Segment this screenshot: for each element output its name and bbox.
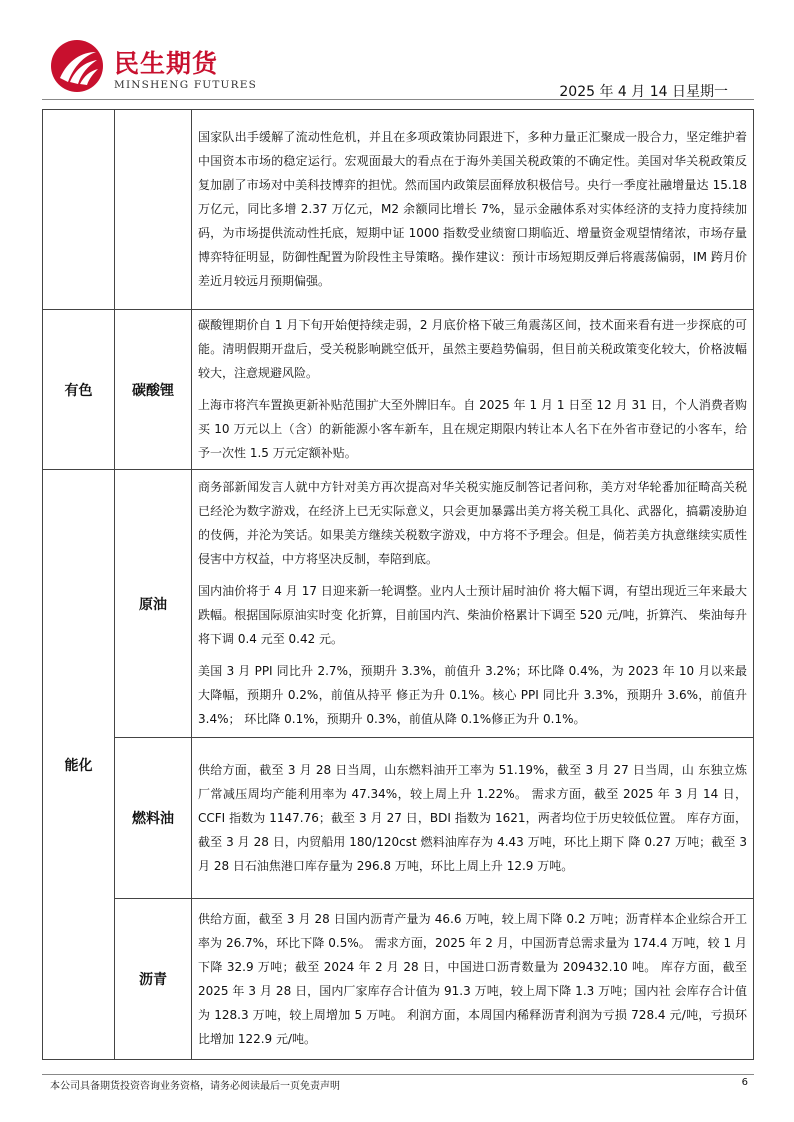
paragraph: 国家队出手缓解了流动性危机，并且在多项政策协同跟进下，多种力量正汇聚成一股合力，坚定维护着中国资本市场的稳定运行。宏观面最大的看点在于海外美国关税政策的不确定性。美国对华关税政策反复加剧了市场对中美科技博弈的担忧。然而国内政策层面释放积极信号。央行一季度社融增量达 15.18 万亿元，同比多增 2.37 万亿元，M2 余额同比增长 7%，显示金融体系对实体经济的支持力度持续加码，为市场提供流动性托底，短期中证 1000 指数受业绩窗口期临近、增量资金观望情绪浓，市场存量博弈特征明显，防御性配置为阶段性主导策略。操作建议：预计市场短期反弹后将震荡偏弱，IM 跨月价差近月较远月预期偏强。 <box>198 130 747 288</box>
sub-lithium-carbonate: 碳酸锂 <box>115 310 192 470</box>
paragraph: 供给方面，截至 3 月 28 日国内沥青产量为 46.6 万吨，较上周下降 0.2 万吨；沥青样本企业综合开工率为 26.7%，环比下降 0.5%。 需求方面，2025 年 2 月，中国沥青总需求量为 174.4 万吨，较 1 月下降 32.9 万吨；截至 2024 年 2 月 28 日，中国进口沥青数量为 209432.10 吨。 库存方面，截至 2025 年 3 月 28 日，国内厂家库存合计值为 91.3 万吨，较上周下降 1.3 万吨；国内社 会库存合计值为 128.3 万吨，较上周增加 5 万吨。 利润方面，本周国内稀释沥青利润为亏损 728.4 元/吨，亏损环比增加 122.9 元/吨。 <box>198 911 747 1046</box>
brand-name-en: MINSHENG FUTURES <box>114 79 257 91</box>
table-row-fuel-oil <box>43 738 754 899</box>
table-row-lithium <box>43 310 754 470</box>
table-row-asphalt <box>43 899 754 1060</box>
paragraph: 供给方面，截至 3 月 28 日当周，山东燃料油开工率为 51.19%，截至 3 月 27 日当周，山 东独立炼厂常减压周均产能利用率为 47.34%，较上周上升 1.22%。 需求方面，截至 2025 年 3 月 14 日，CCFI 指数为 1147.76；截至 3 月 27 日，BDI 指数为 1621，两者均位于历史较低位置。 库存方面，截至 3 月 28 日，内贸船用 180/120cst 燃料油库存为 4.43 万吨，环比上期下 降 0.27 万吨；截至 3 月 28 日石油焦港口库存量为 296.8 万吨，环比上周上升 12.9 万吨。 <box>198 762 747 873</box>
footer-disclaimer: 本公司具备期货投资咨询业务资格，请务必阅读最后一页免责声明 <box>50 1081 340 1092</box>
sub-asphalt: 沥青 <box>115 899 192 1060</box>
footer-divider <box>42 1074 754 1075</box>
paragraph: 美国 3 月 PPI 同比升 2.7%，预期升 3.3%，前值升 3.2%；环比降 0.4%，为 2023 年 10 月以来最大降幅，预期升 0.2%，前值从持平 修正为升 0.1%。核心 PPI 同比升 3.3%，预期升 3.6%，前值升 3.4%； 环比降 0.1%，预期升 0.3%，前值从降 0.1%修正为升 0.1%。 <box>198 664 747 726</box>
paragraph: 国内油价将于 4 月 17 日迎来新一轮调整。业内人士预计届时油价 将大幅下调，有望出现近三年来最大跌幅。根据国际原油实时变 化折算，目前国内汽、柴油价格累计下调至 520 元/吨，折算汽、 柴油每升将下调 0.4 元至 0.42 元。 <box>198 584 747 646</box>
paragraph: 上海市将汽车置换更新补贴范围扩大至外牌旧车。自 2025 年 1 月 1 日至 12 月 31 日，个人消费者购买 10 万元以上（含）的新能源小客车新车，且在规定期限内转让本人名下在外省市登记的小客车，给予一次性 1.5 万元定额补贴。 <box>198 398 747 460</box>
sub-fuel-oil: 燃料油 <box>115 738 192 899</box>
table-row-index-continued <box>43 110 754 310</box>
sub-crude-oil: 原油 <box>115 470 192 738</box>
page-header <box>42 38 754 102</box>
table-row-crude-oil <box>43 470 754 738</box>
report-date: 2025 年 4 月 14 日星期一 <box>559 84 728 100</box>
commodity-table <box>42 109 754 1060</box>
category-nonferrous: 有色 <box>43 310 115 470</box>
paragraph: 商务部新闻发言人就中方针对美方再次提高对华关税实施反制答记者问称，美方对华轮番加征畸高关税已经沦为数字游戏，在经济上已无实际意义，只会更加暴露出美方将关税工具化、武器化，搞霸凌胁迫的伎俩，并沦为笑话。如果美方继续关税数字游戏，中方将不予理会。但是，倘若美方执意继续实质性侵害中方权益，中方将坚决反制，奉陪到底。 <box>198 480 747 566</box>
brand-name-cn: 民生期货 <box>114 49 219 78</box>
minsheng-logo-icon <box>50 38 104 94</box>
category-energy-chemical: 能化 <box>43 470 115 1060</box>
content-cell-asphalt <box>192 899 754 1060</box>
content-cell-index <box>192 110 754 310</box>
page-number: 6 <box>741 1077 748 1088</box>
content-cell-crude-oil <box>192 470 754 738</box>
header-divider <box>42 99 754 100</box>
paragraph: 碳酸锂期价自 1 月下旬开始便持续走弱，2 月底价格下破三角震荡区间，技术面来看有进一步探底的可能。清明假期开盘后，受关税影响跳空低开，虽然主要趋势偏弱，但目前关税政策变化较大，价格波幅较大，注意规避风险。 <box>198 318 747 380</box>
content-cell-fuel-oil <box>192 738 754 899</box>
content-cell-lithium <box>192 310 754 470</box>
sub-cell-empty <box>115 110 192 310</box>
category-cell-empty <box>43 110 115 310</box>
